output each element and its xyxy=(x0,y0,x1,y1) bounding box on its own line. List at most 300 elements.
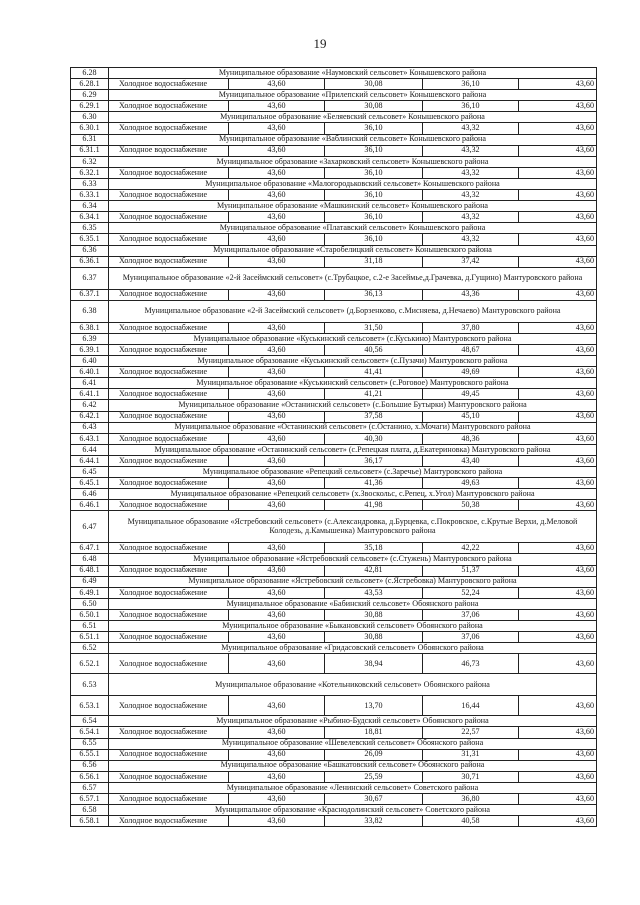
tariff-value: 36,10 xyxy=(423,79,519,90)
row-number: 6.44 xyxy=(71,444,109,455)
row-number: 6.54 xyxy=(71,716,109,727)
municipality-name: Муниципальное образование «Наумовский сельсовет» Конышевского района xyxy=(109,68,597,79)
tariff-value: 30,88 xyxy=(325,609,423,620)
tariff-value: 49,69 xyxy=(423,367,519,378)
tariff-value: 46,73 xyxy=(423,654,519,674)
municipality-row xyxy=(71,422,597,433)
tariff-value: 43,60 xyxy=(519,696,597,716)
municipality-row xyxy=(71,444,597,455)
tariff-value: 43,60 xyxy=(519,609,597,620)
row-number: 6.51 xyxy=(71,621,109,632)
row-number: 6.34 xyxy=(71,201,109,212)
tariff-value: 42,22 xyxy=(423,543,519,554)
tariff-value: 43,60 xyxy=(229,565,325,576)
tariff-value: 40,56 xyxy=(325,344,423,355)
municipality-row xyxy=(71,760,597,771)
municipality-name: Муниципальное образование «Захарковский сельсовет» Конышевского района xyxy=(109,156,597,167)
tariff-value: 43,60 xyxy=(229,234,325,245)
tariff-value: 43,60 xyxy=(229,771,325,782)
service-row xyxy=(71,500,597,511)
municipality-name: Муниципальное образование «Репецкий сельсовет» (х.Звоскольс, с.Репец, х.Угол) Мантуровского района xyxy=(109,489,597,500)
tariff-value: 31,18 xyxy=(325,256,423,267)
row-number: 6.56 xyxy=(71,760,109,771)
municipality-row xyxy=(71,576,597,587)
municipality-row xyxy=(71,674,597,696)
tariff-value: 36,10 xyxy=(325,167,423,178)
tariff-value: 43,60 xyxy=(229,455,325,466)
row-number: 6.35 xyxy=(71,223,109,234)
tariff-value: 43,60 xyxy=(229,478,325,489)
tariff-value: 41,36 xyxy=(325,478,423,489)
tariff-body xyxy=(71,68,597,827)
tariff-value: 43,60 xyxy=(519,234,597,245)
tariff-value: 37,58 xyxy=(325,411,423,422)
tariff-value: 43,60 xyxy=(229,632,325,643)
service-name: Холодное водоснабжение xyxy=(109,433,229,444)
tariff-value: 13,70 xyxy=(325,696,423,716)
service-name: Холодное водоснабжение xyxy=(109,632,229,643)
municipality-name: Муниципальное образование «Останинский сельсовет» (с.Останино, х.Мочаги) Мантуровского района xyxy=(109,422,597,433)
service-row xyxy=(71,696,597,716)
tariff-value: 43,60 xyxy=(229,654,325,674)
row-number: 6.49 xyxy=(71,576,109,587)
service-name: Холодное водоснабжение xyxy=(109,367,229,378)
municipality-name: Муниципальное образование «Останинский сельсовет» (с.Большие Бутырки) Мантуровского района xyxy=(109,400,597,411)
tariff-value: 30,08 xyxy=(325,79,423,90)
service-row xyxy=(71,433,597,444)
service-row xyxy=(71,609,597,620)
tariff-value: 43,60 xyxy=(519,543,597,554)
municipality-row xyxy=(71,467,597,478)
tariff-value: 30,88 xyxy=(325,632,423,643)
service-row xyxy=(71,79,597,90)
municipality-name: Муниципальное образование «Останинский сельсовет» (с.Репецкая плата, д.Екатериновка) Мантуровского района xyxy=(109,444,597,455)
tariff-value: 43,60 xyxy=(519,816,597,827)
tariff-value: 45,10 xyxy=(423,411,519,422)
tariff-value: 43,60 xyxy=(229,793,325,804)
tariff-value: 36,10 xyxy=(325,190,423,201)
municipality-row xyxy=(71,245,597,256)
row-number: 6.57.1 xyxy=(71,793,109,804)
tariff-value: 43,60 xyxy=(229,587,325,598)
page-number: 19 xyxy=(313,36,327,51)
row-number: 6.51.1 xyxy=(71,632,109,643)
service-row xyxy=(71,816,597,827)
tariff-value: 43,60 xyxy=(519,654,597,674)
row-number: 6.43.1 xyxy=(71,433,109,444)
row-number: 6.53.1 xyxy=(71,696,109,716)
service-row xyxy=(71,367,597,378)
tariff-value: 41,98 xyxy=(325,500,423,511)
service-name: Холодное водоснабжение xyxy=(109,101,229,112)
row-number: 6.52.1 xyxy=(71,654,109,674)
tariff-value: 48,36 xyxy=(423,433,519,444)
tariff-value: 41,21 xyxy=(325,389,423,400)
row-number: 6.42 xyxy=(71,400,109,411)
municipality-name: Муниципальное образование «Шевелевский сельсовет» Обоянского района xyxy=(109,738,597,749)
municipality-name: Муниципальное образование «Ястребовский сельсовет» (с.Ястребовка) Мантуровского района xyxy=(109,576,597,587)
municipality-row xyxy=(71,333,597,344)
municipality-name: Муниципальное образование «Беляевский сельсовет» Конышевского района xyxy=(109,112,597,123)
municipality-name: Муниципальное образование «Ястребовский сельсовет» (с.Александровка, д.Бурцевка, с.Покровское, с.Крутые Верхи, д.Меловой Колодезь, д.Камышенка) Мантуровского района xyxy=(109,511,597,543)
service-name: Холодное водоснабжение xyxy=(109,289,229,300)
municipality-row xyxy=(71,201,597,212)
municipality-name: Муниципальное образование «Быкановский сельсовет» Обоянского района xyxy=(109,621,597,632)
tariff-value: 30,08 xyxy=(325,101,423,112)
tariff-value: 43,60 xyxy=(229,289,325,300)
tariff-value: 48,67 xyxy=(423,344,519,355)
row-number: 6.55 xyxy=(71,738,109,749)
tariff-value: 51,37 xyxy=(423,565,519,576)
row-number: 6.40.1 xyxy=(71,367,109,378)
service-name: Холодное водоснабжение xyxy=(109,793,229,804)
service-name: Холодное водоснабжение xyxy=(109,749,229,760)
municipality-name: Муниципальное образование «Малогородьковский сельсовет» Конышевского района xyxy=(109,178,597,189)
service-name: Холодное водоснабжение xyxy=(109,587,229,598)
tariff-value: 43,60 xyxy=(519,433,597,444)
service-row xyxy=(71,256,597,267)
service-name: Холодное водоснабжение xyxy=(109,411,229,422)
service-name: Холодное водоснабжение xyxy=(109,609,229,620)
tariff-value: 37,06 xyxy=(423,609,519,620)
tariff-value: 43,60 xyxy=(519,587,597,598)
municipality-name: Муниципальное образование «Рыбино-Будский сельсовет» Обоянского района xyxy=(109,716,597,727)
tariff-value: 43,60 xyxy=(519,455,597,466)
municipality-name: Муниципальное образование «Гридасовский сельсовет» Обоянского района xyxy=(109,643,597,654)
row-number: 6.48 xyxy=(71,554,109,565)
municipality-row xyxy=(71,598,597,609)
tariff-value: 50,38 xyxy=(423,500,519,511)
service-row xyxy=(71,771,597,782)
tariff-value: 49,45 xyxy=(423,389,519,400)
row-number: 6.50 xyxy=(71,598,109,609)
municipality-row xyxy=(71,156,597,167)
tariff-value: 43,60 xyxy=(229,609,325,620)
row-number: 6.33 xyxy=(71,178,109,189)
service-row xyxy=(71,234,597,245)
tariff-value: 52,24 xyxy=(423,587,519,598)
service-name: Холодное водоснабжение xyxy=(109,543,229,554)
service-name: Холодное водоснабжение xyxy=(109,389,229,400)
municipality-row xyxy=(71,400,597,411)
service-name: Холодное водоснабжение xyxy=(109,344,229,355)
tariff-value: 43,60 xyxy=(519,256,597,267)
municipality-name: Муниципальное образование «Ленинский сельсовет» Советского района xyxy=(109,782,597,793)
municipality-name: Муниципальное образование «Репецкий сельсовет» (с.Заречье) Мантуровского района xyxy=(109,467,597,478)
service-row xyxy=(71,167,597,178)
tariff-value: 43,60 xyxy=(519,565,597,576)
service-row xyxy=(71,478,597,489)
tariff-value: 30,67 xyxy=(325,793,423,804)
service-row xyxy=(71,289,597,300)
service-name: Холодное водоснабжение xyxy=(109,234,229,245)
service-name: Холодное водоснабжение xyxy=(109,256,229,267)
tariff-table xyxy=(70,67,597,827)
tariff-value: 30,71 xyxy=(423,771,519,782)
service-name: Холодное водоснабжение xyxy=(109,565,229,576)
tariff-value: 43,60 xyxy=(229,190,325,201)
service-row xyxy=(71,123,597,134)
tariff-value: 36,80 xyxy=(423,793,519,804)
row-number: 6.54.1 xyxy=(71,727,109,738)
row-number: 6.43 xyxy=(71,422,109,433)
row-number: 6.45.1 xyxy=(71,478,109,489)
row-number: 6.47 xyxy=(71,511,109,543)
tariff-value: 43,60 xyxy=(229,411,325,422)
row-number: 6.38.1 xyxy=(71,322,109,333)
municipality-name: Муниципальное образование «Куськинский сельсовет» (с.Куськино) Мантуровского района xyxy=(109,333,597,344)
municipality-name: Муниципальное образование «Ястребовский сельсовет» (с.Стужень) Мантуровского района xyxy=(109,554,597,565)
municipality-name: Муниципальное образование «2-й Засеймский сельсовет» (с.Трубацкое, с.2-е Засеймье,д.Грачевка, д.Гущино) Мантуровского района xyxy=(109,267,597,289)
row-number: 6.30 xyxy=(71,112,109,123)
municipality-name: Муниципальное образование «Платавский сельсовет» Конышевского района xyxy=(109,223,597,234)
service-row xyxy=(71,565,597,576)
tariff-value: 43,32 xyxy=(423,167,519,178)
row-number: 6.36 xyxy=(71,245,109,256)
tariff-value: 43,60 xyxy=(229,344,325,355)
service-row xyxy=(71,389,597,400)
tariff-value: 43,60 xyxy=(229,79,325,90)
municipality-row xyxy=(71,511,597,543)
tariff-value: 43,60 xyxy=(229,167,325,178)
tariff-value: 43,60 xyxy=(229,123,325,134)
municipality-row xyxy=(71,178,597,189)
service-name: Холодное водоснабжение xyxy=(109,190,229,201)
tariff-value: 43,60 xyxy=(519,727,597,738)
row-number: 6.56.1 xyxy=(71,771,109,782)
row-number: 6.33.1 xyxy=(71,190,109,201)
tariff-value: 43,60 xyxy=(229,367,325,378)
tariff-value: 43,32 xyxy=(423,123,519,134)
service-row xyxy=(71,632,597,643)
row-number: 6.37 xyxy=(71,267,109,289)
tariff-value: 43,60 xyxy=(229,101,325,112)
municipality-row xyxy=(71,134,597,145)
row-number: 6.40 xyxy=(71,356,109,367)
tariff-value: 43,60 xyxy=(519,632,597,643)
row-number: 6.38 xyxy=(71,300,109,322)
row-number: 6.57 xyxy=(71,782,109,793)
service-name: Холодное водоснабжение xyxy=(109,727,229,738)
municipality-row xyxy=(71,90,597,101)
row-number: 6.34.1 xyxy=(71,212,109,223)
service-row xyxy=(71,727,597,738)
tariff-value: 25,59 xyxy=(325,771,423,782)
municipality-row xyxy=(71,300,597,322)
tariff-value: 43,60 xyxy=(229,727,325,738)
service-name: Холодное водоснабжение xyxy=(109,500,229,511)
tariff-value: 26,09 xyxy=(325,749,423,760)
row-number: 6.46.1 xyxy=(71,500,109,511)
municipality-row xyxy=(71,554,597,565)
service-row xyxy=(71,793,597,804)
tariff-value: 43,60 xyxy=(229,816,325,827)
service-row xyxy=(71,749,597,760)
row-number: 6.28 xyxy=(71,68,109,79)
municipality-row xyxy=(71,738,597,749)
row-number: 6.29 xyxy=(71,90,109,101)
service-row xyxy=(71,212,597,223)
service-name: Холодное водоснабжение xyxy=(109,771,229,782)
row-number: 6.31.1 xyxy=(71,145,109,156)
municipality-row xyxy=(71,805,597,816)
municipality-name: Муниципальное образование «Бабинский сельсовет» Обоянского района xyxy=(109,598,597,609)
row-number: 6.41.1 xyxy=(71,389,109,400)
tariff-value: 43,60 xyxy=(229,543,325,554)
row-number: 6.39 xyxy=(71,333,109,344)
tariff-value: 43,60 xyxy=(229,322,325,333)
row-number: 6.32.1 xyxy=(71,167,109,178)
row-number: 6.41 xyxy=(71,378,109,389)
tariff-value: 43,60 xyxy=(229,256,325,267)
municipality-row xyxy=(71,716,597,727)
tariff-value: 37,42 xyxy=(423,256,519,267)
service-name: Холодное водоснабжение xyxy=(109,696,229,716)
service-row xyxy=(71,654,597,674)
row-number: 6.37.1 xyxy=(71,289,109,300)
tariff-value: 31,31 xyxy=(423,749,519,760)
row-number: 6.35.1 xyxy=(71,234,109,245)
row-number: 6.58.1 xyxy=(71,816,109,827)
tariff-value: 43,60 xyxy=(519,322,597,333)
tariff-value: 36,10 xyxy=(325,212,423,223)
tariff-value: 43,60 xyxy=(229,212,325,223)
tariff-value: 43,40 xyxy=(423,455,519,466)
tariff-value: 43,60 xyxy=(519,367,597,378)
tariff-value: 43,53 xyxy=(325,587,423,598)
tariff-value: 35,18 xyxy=(325,543,423,554)
tariff-value: 43,60 xyxy=(519,167,597,178)
tariff-value: 43,60 xyxy=(229,145,325,156)
tariff-value: 43,60 xyxy=(519,411,597,422)
service-name: Холодное водоснабжение xyxy=(109,322,229,333)
tariff-value: 43,60 xyxy=(519,101,597,112)
municipality-row xyxy=(71,356,597,367)
municipality-row xyxy=(71,378,597,389)
tariff-value: 43,32 xyxy=(423,234,519,245)
municipality-name: Муниципальное образование «Прилепский сельсовет» Конышевского района xyxy=(109,90,597,101)
municipality-row xyxy=(71,68,597,79)
service-name: Холодное водоснабжение xyxy=(109,167,229,178)
municipality-row xyxy=(71,621,597,632)
tariff-value: 36,13 xyxy=(325,289,423,300)
tariff-value: 31,50 xyxy=(325,322,423,333)
row-number: 6.47.1 xyxy=(71,543,109,554)
tariff-value: 36,10 xyxy=(423,101,519,112)
municipality-row xyxy=(71,782,597,793)
row-number: 6.45 xyxy=(71,467,109,478)
tariff-value: 41,41 xyxy=(325,367,423,378)
service-row xyxy=(71,411,597,422)
row-number: 6.52 xyxy=(71,643,109,654)
service-row xyxy=(71,190,597,201)
municipality-row xyxy=(71,489,597,500)
service-row xyxy=(71,145,597,156)
service-row xyxy=(71,101,597,112)
tariff-value: 36,10 xyxy=(325,234,423,245)
tariff-value: 43,60 xyxy=(519,190,597,201)
row-number: 6.39.1 xyxy=(71,344,109,355)
municipality-name: Муниципальное образование «Краснодолинский сельсовет» Советского района xyxy=(109,805,597,816)
tariff-value: 43,60 xyxy=(229,749,325,760)
tariff-value: 43,60 xyxy=(229,696,325,716)
service-name: Холодное водоснабжение xyxy=(109,478,229,489)
tariff-value: 43,32 xyxy=(423,145,519,156)
tariff-value: 43,60 xyxy=(519,212,597,223)
tariff-value: 43,32 xyxy=(423,190,519,201)
tariff-value: 43,60 xyxy=(229,389,325,400)
service-row xyxy=(71,344,597,355)
row-number: 6.28.1 xyxy=(71,79,109,90)
municipality-name: Муниципальное образование «Ваблинский сельсовет» Конышевского района xyxy=(109,134,597,145)
tariff-value: 43,60 xyxy=(519,79,597,90)
row-number: 6.44.1 xyxy=(71,455,109,466)
row-number: 6.31 xyxy=(71,134,109,145)
municipality-name: Муниципальное образование «Куськинский сельсовет» (с.Пузачи) Мантуровского района xyxy=(109,356,597,367)
row-number: 6.32 xyxy=(71,156,109,167)
municipality-row xyxy=(71,223,597,234)
service-name: Холодное водоснабжение xyxy=(109,654,229,674)
row-number: 6.46 xyxy=(71,489,109,500)
row-number: 6.42.1 xyxy=(71,411,109,422)
municipality-name: Муниципальное образование «2-й Засеймский сельсовет» (д.Борзенково, с.Мисняева, д.Нечаево) Мантуровского района xyxy=(109,300,597,322)
municipality-row xyxy=(71,267,597,289)
municipality-row xyxy=(71,112,597,123)
row-number: 6.49.1 xyxy=(71,587,109,598)
service-row xyxy=(71,455,597,466)
row-number: 6.55.1 xyxy=(71,749,109,760)
tariff-value: 43,36 xyxy=(423,289,519,300)
row-number: 6.36.1 xyxy=(71,256,109,267)
tariff-value: 43,60 xyxy=(519,793,597,804)
tariff-value: 43,60 xyxy=(519,771,597,782)
tariff-value: 40,30 xyxy=(325,433,423,444)
service-name: Холодное водоснабжение xyxy=(109,816,229,827)
row-number: 6.50.1 xyxy=(71,609,109,620)
service-name: Холодное водоснабжение xyxy=(109,123,229,134)
tariff-value: 36,17 xyxy=(325,455,423,466)
municipality-name: Муниципальное образование «Машкинский сельсовет» Конышевского района xyxy=(109,201,597,212)
service-name: Холодное водоснабжение xyxy=(109,455,229,466)
tariff-value: 43,32 xyxy=(423,212,519,223)
service-name: Холодное водоснабжение xyxy=(109,212,229,223)
service-row xyxy=(71,322,597,333)
tariff-value: 22,57 xyxy=(423,727,519,738)
row-number: 6.53 xyxy=(71,674,109,696)
tariff-value: 43,60 xyxy=(519,749,597,760)
tariff-value: 43,60 xyxy=(519,145,597,156)
tariff-value: 36,10 xyxy=(325,123,423,134)
municipality-name: Муниципальное образование «Старобелицкий сельсовет» Конышевского района xyxy=(109,245,597,256)
tariff-value: 43,60 xyxy=(519,389,597,400)
tariff-value: 43,60 xyxy=(229,433,325,444)
row-number: 6.58 xyxy=(71,805,109,816)
row-number: 6.48.1 xyxy=(71,565,109,576)
tariff-value: 42,81 xyxy=(325,565,423,576)
tariff-value: 43,60 xyxy=(519,344,597,355)
service-name: Холодное водоснабжение xyxy=(109,79,229,90)
municipality-name: Муниципальное образование «Куськинский сельсовет» (с.Роговое) Мантуровского района xyxy=(109,378,597,389)
tariff-value: 38,94 xyxy=(325,654,423,674)
tariff-value: 43,60 xyxy=(519,500,597,511)
row-number: 6.29.1 xyxy=(71,101,109,112)
municipality-row xyxy=(71,643,597,654)
tariff-value: 36,10 xyxy=(325,145,423,156)
row-number: 6.30.1 xyxy=(71,123,109,134)
tariff-value: 18,81 xyxy=(325,727,423,738)
tariff-value: 43,60 xyxy=(519,289,597,300)
tariff-value: 33,82 xyxy=(325,816,423,827)
